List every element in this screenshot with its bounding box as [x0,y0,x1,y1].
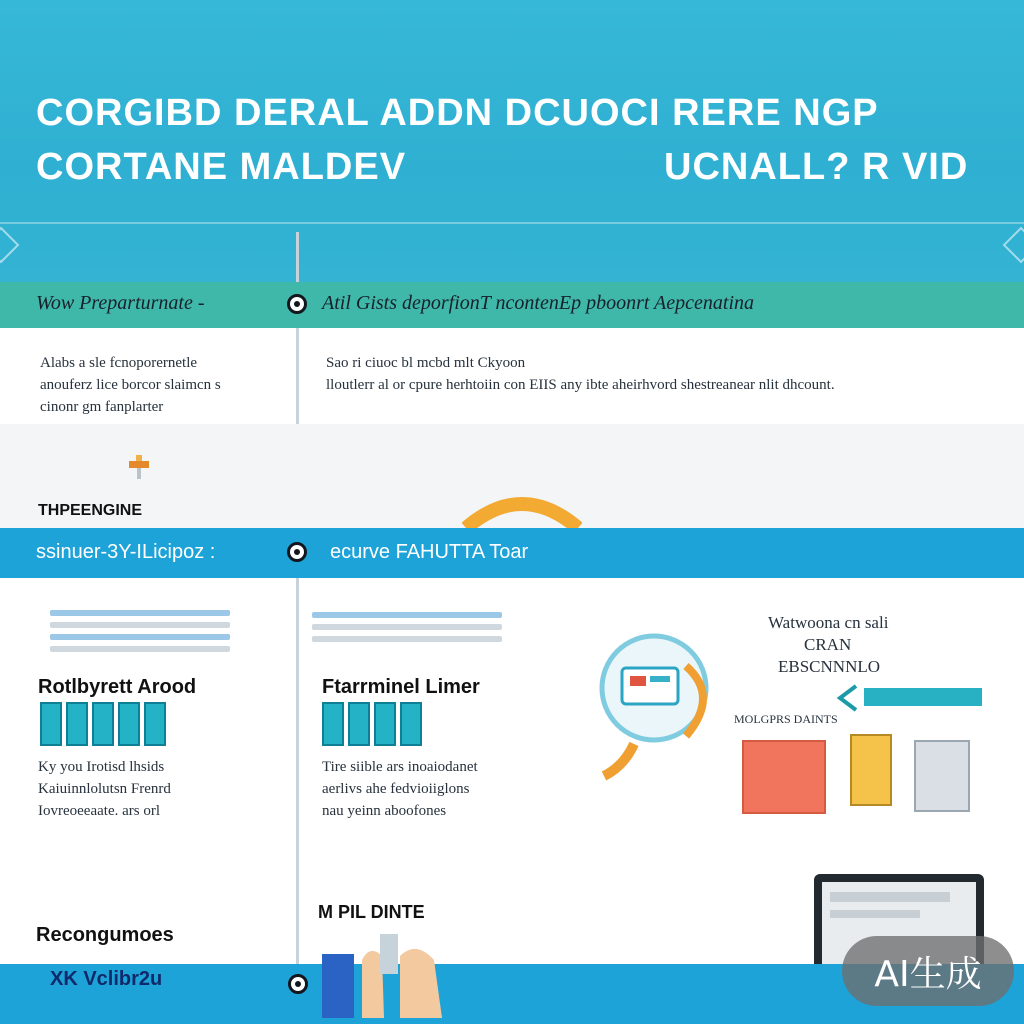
section1-left-text [40,352,290,418]
crane-icon [126,455,152,479]
document-card-red [742,740,826,814]
column2-title: Ftarrminel Limer [322,676,480,698]
column2-line: Tire siible ars inoaiodanet [322,759,478,775]
section3-mid-title: M PIL DINTE [318,902,425,922]
section1-right-line: Sao ri ciuoc bl mcbd mlt Ckyoon [326,355,526,371]
blue-band [0,528,1024,578]
column2-pixel-icon [322,702,422,746]
hands-illustration-icon [322,920,450,1018]
teal-band-right-text: Atil Gists deporfionT ncontenEp pboonrt Aepcenatina [322,292,755,314]
right-diamond-icon [1003,227,1024,264]
column2-line: nau yeinn aboofones [322,803,447,819]
right-panel-line: Watwoona cn sali [768,613,889,632]
column1-pixel-icon [40,702,166,746]
section1-left-line: anouferz lice borcor slaimcn s [40,377,221,393]
header-title-line2-right: UCNALL? R VID [664,146,969,188]
document-card-gray [914,740,970,812]
column1-line: Ky you Irotisd lhsids [38,759,165,775]
timeline-dot-icon [287,542,307,562]
column2-text [322,756,582,822]
column1-bars [50,610,230,658]
section1-left-line: Alabs a sle fcnoporernetle [40,355,198,371]
teal-band-left-text: Wow Preparturnate - [36,292,205,314]
right-panel-line: EBSCNNNLO [778,657,881,676]
right-panel-text [768,612,1008,678]
column1-text [38,756,288,822]
ai-generated-badge: AI生成 [842,936,1014,1006]
section1-label: THPEENGINE [38,502,143,519]
section1-right-line: lloutlerr al or cpure herhtoiin con EIIS any ibte aheirhvord shestreanear nlit dhcount. [326,377,835,393]
arrow-icon [834,682,984,714]
column1-line: Iovreoeeaate. ars orl [38,803,161,819]
bottom-band-text: XK Vclibr2u [50,968,163,990]
teal-band [0,282,1024,328]
blue-band-right-text: ecurve FAHUTTA Toar [330,541,529,563]
right-panel-small-label: MOLGPRS DAINTS [734,712,838,726]
header-title-line2-left: CORTANE MALDEV [36,146,407,188]
section3-left-title: Recongumoes [36,924,174,946]
header-title-line1: CORGIBD DERAL ADDN DCUOCI RERE NGP [36,92,879,134]
column1-line: Kaiuinnlolutsn Frenrd [38,781,171,797]
column1-title: Rotlbyrett Arood [38,676,197,698]
right-panel-line: CRAN [804,635,852,654]
globe-illustration-icon [594,626,712,796]
column2-line: aerlivs ahe fedvioiiglons [322,781,470,797]
orange-arc-icon [462,490,582,528]
header-divider [0,222,1024,224]
timeline-dot-icon [287,294,307,314]
document-card-yellow [850,734,892,806]
timeline-line [296,232,299,972]
column2-bars [312,612,502,648]
left-diamond-icon [0,227,19,264]
section1-right-text [326,352,1016,396]
timeline-dot-icon [288,974,308,994]
blue-band-left-text: ssinuer-3Y-ILicipoz : [36,541,216,563]
header-banner [0,0,1024,282]
section1-left-line: cinonr gm fanplarter [40,399,164,415]
